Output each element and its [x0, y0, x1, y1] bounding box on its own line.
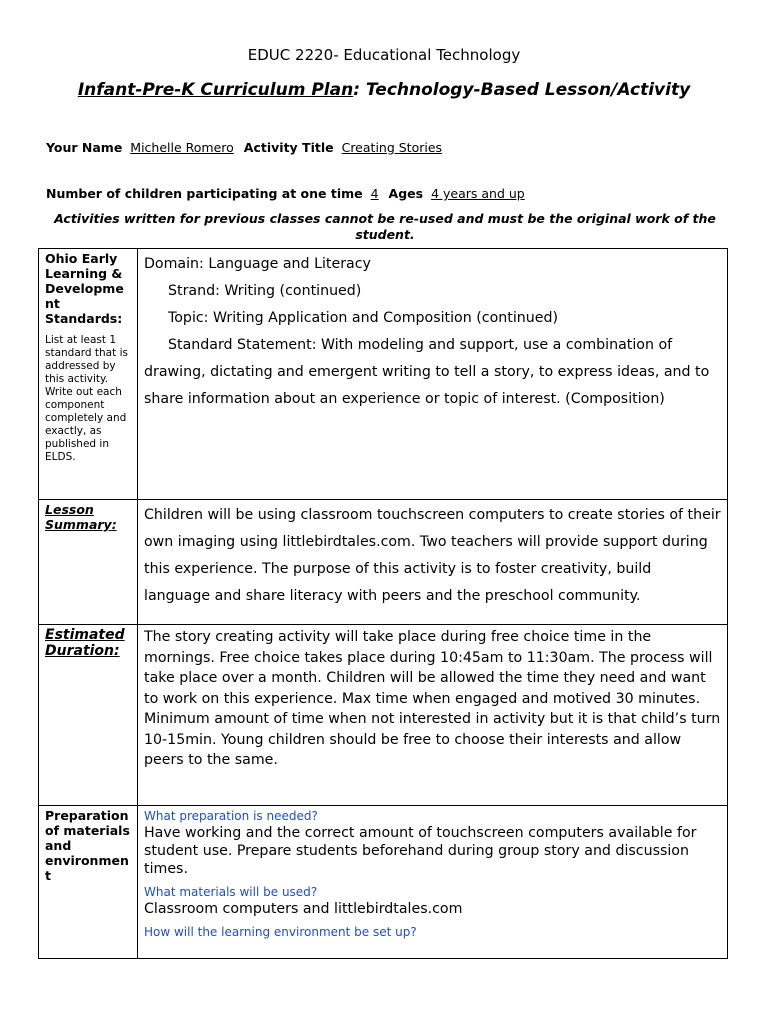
children-count-label: Number of children participating at one time [46, 186, 363, 201]
standards-label-cell [39, 249, 138, 500]
standards-strand: Strand: Writing (continued) [168, 283, 362, 299]
plan-title [0, 80, 768, 100]
standards-content[interactable] [138, 249, 728, 500]
originality-notice: Activities written for previous classes cannot be re-used and must be the original work of the student. [54, 211, 716, 242]
preparation-label: Preparation of materials and environmen t [39, 806, 138, 959]
standards-statement-first: Standard Statement: With modeling and support, use a combination of [168, 337, 673, 353]
plan-title-main: Infant-Pre-K Curriculum Plan [77, 80, 354, 100]
children-ages-row [46, 186, 531, 201]
name-value[interactable]: Michelle Romero [130, 140, 234, 155]
environment-question: How will the learning environment be set up? [144, 925, 417, 939]
standards-domain: Domain: Language and Literacy [144, 256, 371, 272]
standards-label: Ohio Early Learning & Developme nt Standards: [45, 251, 124, 326]
name-label: Your Name [46, 140, 123, 155]
standards-statement-rest: drawing, dictating and emergent writing to tell a story, to express ideas, and to share information about an experience or topic of interest. (Composition) [144, 364, 710, 407]
summary-label: Lesson Summary: [39, 500, 138, 625]
ages-label: Ages [388, 186, 424, 201]
plan-title-rest: : Technology-Based Lesson/Activity [353, 80, 691, 100]
duration-row [39, 625, 728, 806]
materials-question: What materials will be used? [144, 885, 318, 899]
materials-answer: Classroom computers and littlebirdtales.com [144, 901, 463, 917]
duration-label: Estimated Duration: [39, 625, 138, 806]
name-activity-row [46, 140, 448, 155]
duration-content[interactable]: The story creating activity will take place during free choice time in the mornings. Free choice takes place during 10:45am to 11:30am. The process will take place over a month. Children will be allowed the time they need and want to work on this experience. Max time when engaged and motived 30 minutes. Minimum amount of time when not interested in activity but it is that child’s turn 10-15min. Young children should be free to choose their interests and allow peers to the same. [138, 625, 728, 806]
standards-row [39, 249, 728, 500]
ages-value[interactable]: 4 years and up [431, 186, 525, 201]
activity-title-label: Activity Title [243, 140, 334, 155]
preparation-question-1: What preparation is needed? [144, 809, 318, 823]
standards-hint: List at least 1 standard that is addressed by this activity. Write out each component completely and exactly, as published in ELDS. [45, 334, 128, 463]
lesson-plan-table [38, 248, 728, 959]
summary-row [39, 500, 728, 625]
preparation-row [39, 806, 728, 959]
children-count-value[interactable]: 4 [370, 186, 379, 201]
preparation-answer-1: Have working and the correct amount of touchscreen computers available for student use. Prepare students beforehand during group story and discussion times. [144, 825, 697, 877]
activity-title-value[interactable]: Creating Stories [341, 140, 443, 155]
course-title: EDUC 2220- Educational Technology [247, 46, 521, 64]
summary-content[interactable]: Children will be using classroom touchscreen computers to create stories of their own imaging using littlebirdtales.com. Two teachers will provide support during this experience. The purpose of this activity is to foster creativity, build language and share literacy with peers and the preschool community. [138, 500, 728, 625]
preparation-content[interactable] [138, 806, 728, 959]
standards-topic: Topic: Writing Application and Composition (continued) [168, 310, 559, 326]
